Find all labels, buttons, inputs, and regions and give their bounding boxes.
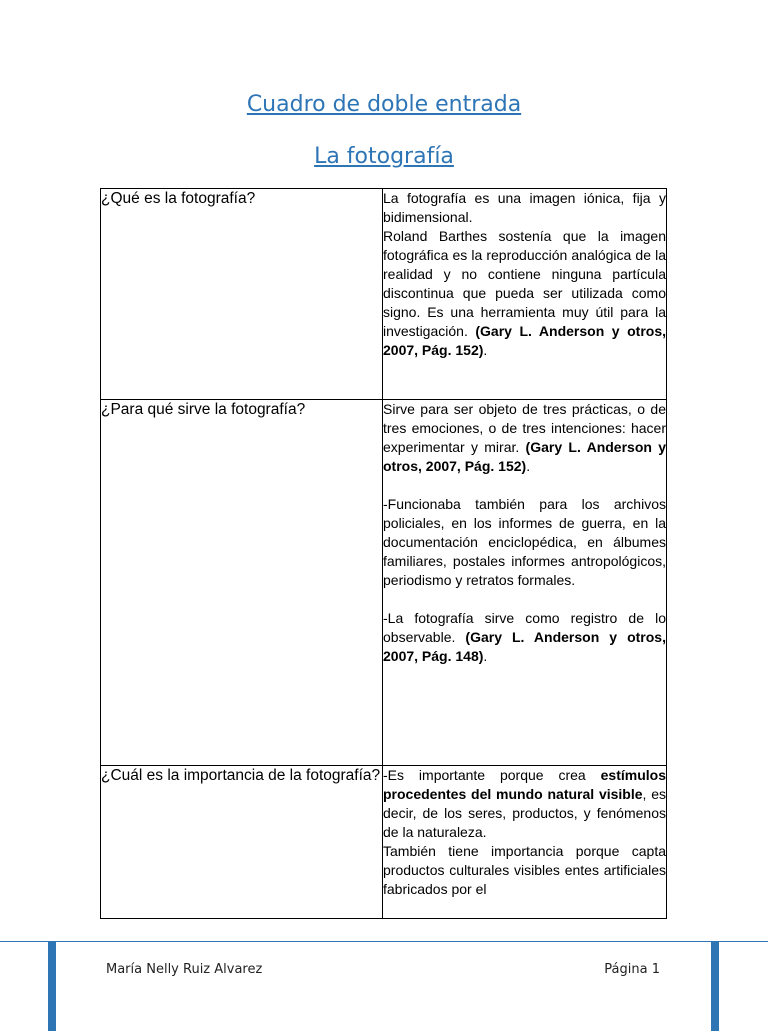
- footer-page-number: Página 1: [604, 962, 660, 977]
- question-cell: ¿Cuál es la importancia de la fotografía?: [101, 766, 383, 919]
- double-entry-table: [100, 188, 667, 919]
- citation: (Gary L. Anderson y otros, 2007, Pág. 152): [383, 323, 666, 358]
- footer-accent-bar-right: [711, 941, 719, 1031]
- question-cell: ¿Qué es la fotografía?: [101, 189, 383, 400]
- footer-accent-bar-left: [48, 941, 56, 1031]
- emphasis: estímulos procedentes del mundo natural visible: [383, 767, 666, 802]
- answer-paragraph: -La fotografía sirve como registro de lo observable. (Gary L. Anderson y otros, 2007, Pág. 148).: [383, 610, 666, 664]
- answer-cell: [383, 189, 667, 400]
- table-row: [101, 766, 667, 919]
- question-cell: ¿Para qué sirve la fotografía?: [101, 400, 383, 766]
- table-row: [101, 400, 667, 766]
- document-subtitle: La fotografía: [314, 144, 454, 169]
- answer-paragraph: También tiene importancia porque capta productos culturales visibles entes artificiales fabricados por el: [383, 843, 666, 897]
- answer-cell: [383, 766, 667, 919]
- document-title: Cuadro de doble entrada: [246, 92, 522, 117]
- table-row: [101, 189, 667, 400]
- answer-paragraph: Roland Barthes sostenía que la imagen fotográfica es la reproducción analógica de la realidad y no contiene ninguna partícula discontinua que pueda ser utilizada como signo. Es una herramienta muy útil para la investigación. (Gary L. Anderson y otros, 2007, Pág. 152).: [383, 228, 666, 358]
- citation: (Gary L. Anderson y otros, 2007, Pág. 152): [383, 439, 666, 474]
- answer-paragraph: -Funcionaba también para los archivos policiales, en los informes de guerra, en la documentación enciclopédica, en álbumes familiares, postales informes antropológicos, periodismo y retratos formales.: [383, 496, 666, 588]
- footer-divider: [0, 941, 768, 942]
- answer-cell: [383, 400, 667, 766]
- citation: (Gary L. Anderson y otros, 2007, Pág. 148): [383, 629, 666, 664]
- answer-paragraph: La fotografía es una imagen iónica, fija y bidimensional.: [383, 190, 666, 225]
- answer-paragraph: Sirve para ser objeto de tres prácticas, o de tres emociones, o de tres intenciones: hacer experimentar y mirar. (Gary L. Anderson y otros, 2007, Pág. 152).: [383, 401, 666, 474]
- footer-author: María Nelly Ruiz Alvarez: [106, 962, 263, 977]
- answer-paragraph: -Es importante porque crea estímulos procedentes del mundo natural visible, es decir, de los seres, productos, y fenómenos de la naturaleza.: [383, 767, 666, 840]
